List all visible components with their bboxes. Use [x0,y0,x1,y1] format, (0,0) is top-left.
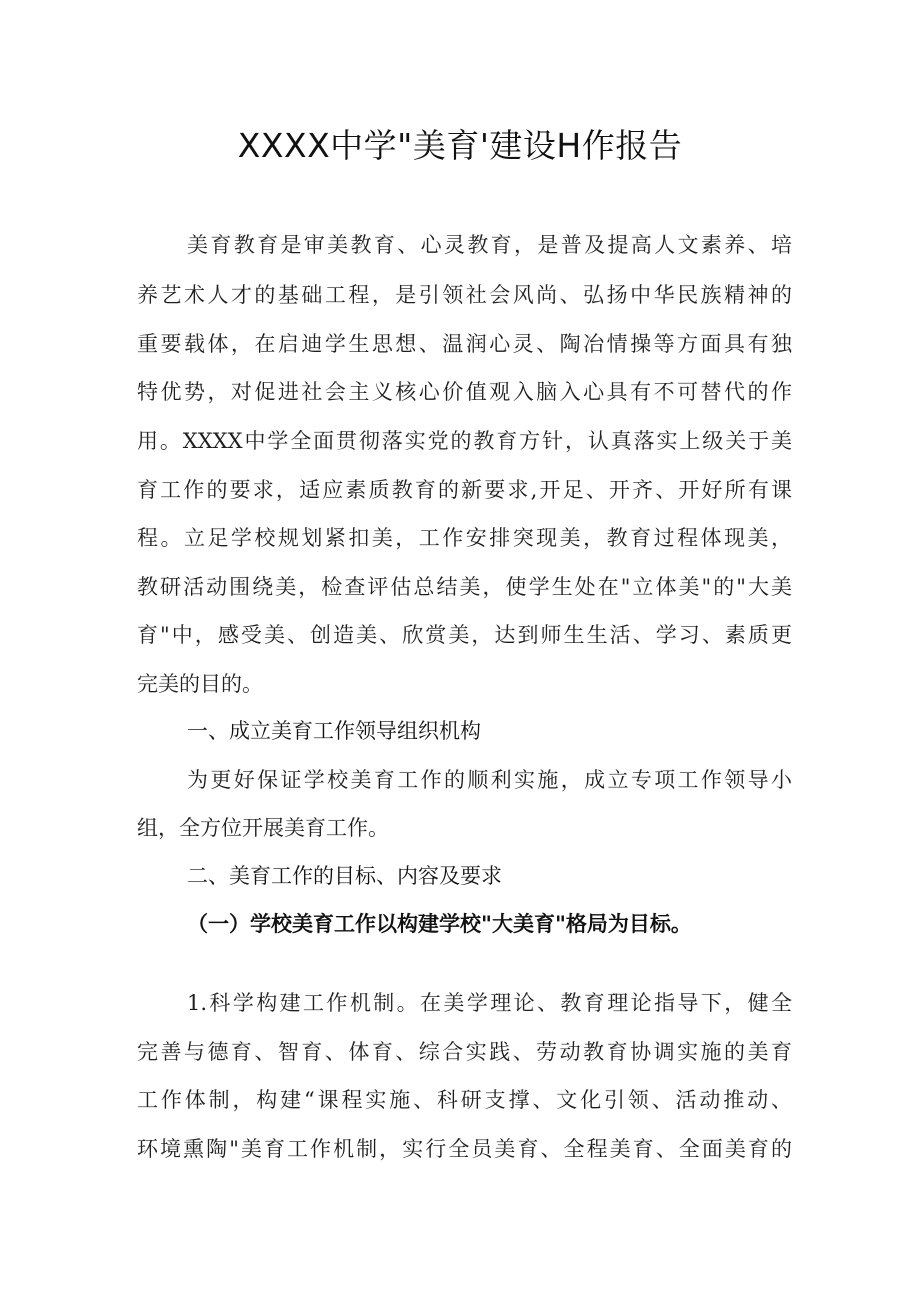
section2-line: 1.科学构建工作机制。在美学理论、教育理论指导下，健全 [187,991,792,1015]
document-title: XXXX中学"美育'建设H作报告 [237,126,683,165]
section2-line: 完善与德育、智育、体育、综合实践、劳动教育协调实施的美育 [137,1040,792,1064]
intro-line: 重要载体，在启迪学生思想、温润心灵、陶冶情操等方面具有独 [137,332,792,356]
intro-line: 育"中，感受美、创造美、欣赏美，达到师生生活、学习、素质更 [137,623,792,647]
intro-line: 养艺术人才的基础工程，是引领社会风尚、弘扬中华民族精神的 [137,283,792,307]
intro-line: 特优势，对促进社会主义核心价值观入脑入心具有不可替代的作 [137,380,792,404]
section2-line: 工作体制，构建“课程实施、科研支撑、文化引领、活动推动、 [137,1088,792,1112]
intro-line: 育工作的要求，适应素质教育的新要求,开足、开齐、开好所有课 [137,478,792,502]
section-heading: 一、成立美育工作领导组织机构 [187,719,481,743]
intro-line: 美育教育是审美教育、心灵教育，是普及提高人文素养、培 [187,233,792,257]
intro-line: 完美的目的。 [137,672,263,696]
section-heading: 二、美育工作的目标、内容及要求 [187,864,502,888]
section1-line: 组，全方位开展美育工作。 [137,816,389,840]
section-subheading: （一）学校美育工作以构建学校"大美育"格局为目标。 [187,911,692,936]
intro-line: 教研活动围绕美，检查评估总结美，使学生处在"立体美"的"大美 [137,575,792,599]
section2-line: 环境熏陶"美育工作机制，实行全员美育、全程美育、全面美育的 [137,1137,792,1161]
intro-line: 用。XXXX中学全面贯彻落实党的教育方针，认真落实上级关于美 [137,429,792,453]
intro-line: 程。立足学校规划紧扣美，工作安排突现美，教育过程体现美， [137,526,792,550]
section1-line: 为更好保证学校美育工作的顺利实施，成立专项工作领导小 [187,768,792,792]
